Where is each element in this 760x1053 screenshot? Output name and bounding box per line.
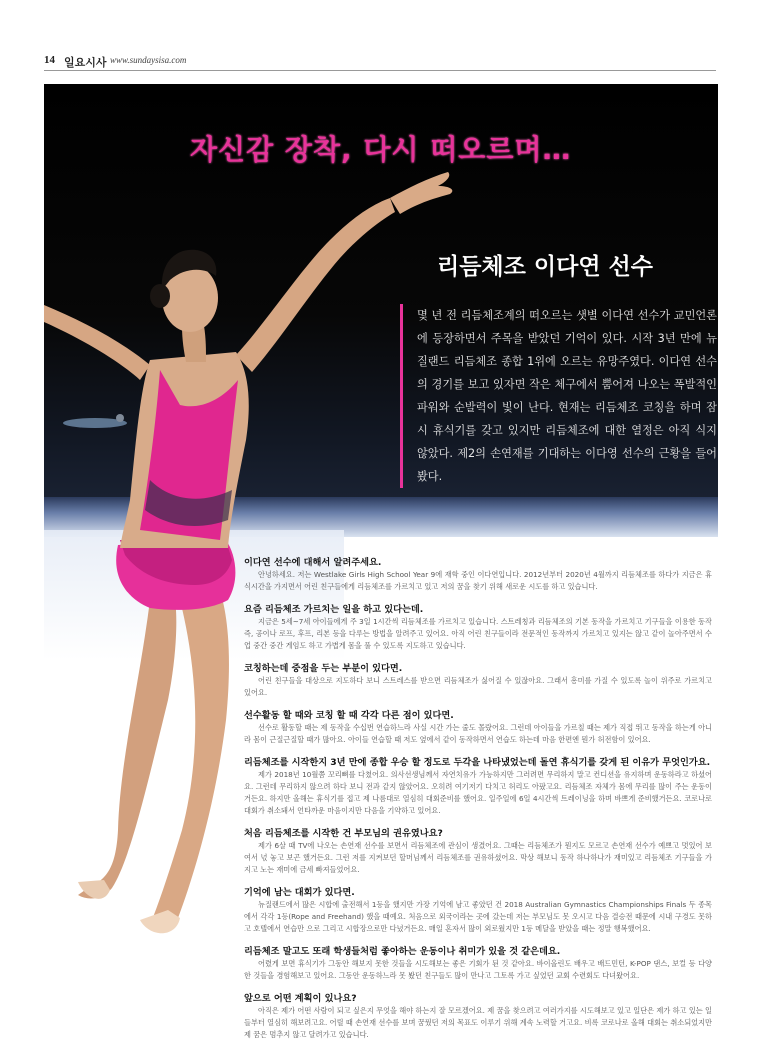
question: 요즘 리듬체조 가르치는 일을 하고 있다는데. xyxy=(244,604,424,615)
question: 코칭하는데 중점을 두는 부분이 있다면. xyxy=(244,663,403,674)
question: 기억에 남는 대회가 있다면. xyxy=(244,887,355,898)
answer: 제가 2018년 10월쯤 꼬리뼈를 다쳤어요. 의사선생님께서 자연치유가 가능하지만 그러려면 무리하지 말고 컨디션을 유지하며 운동하라고 하셨어요. 그런데 무리하지 않으려 하다 보니 전과 같지 않았어요. 오히려 여기저기 다치고 허리도 아팠고요. 리듬체조 자체가 몸에 무리를 많이 주는 운동이거든요. 하지만 올해는 휴식기를 접고 제 나름대로 열심히 대회준비를 했어요. 일주일에 6일 4시간씩 트레이닝을 하며 바쁘게 준비했거든요. 코로나로 대회가 취소돼서 언타까운 마음이지만 다음을 기약하고 있어요. xyxy=(244,770,712,815)
qa-item xyxy=(244,827,712,876)
qa-item xyxy=(244,756,712,817)
subheadline: 리듬체조 이다연 선수 xyxy=(437,254,653,280)
answer: 어린 친구들을 대상으로 지도하다 보니 스트레스를 받으면 리듬체조가 싫어질 수 있잖아요. 그래서 흥미를 가질 수 있도록 놀이 위주로 가르치고 있어요. xyxy=(244,676,712,697)
publication-name: 일요시사 xyxy=(64,56,107,69)
qa-item xyxy=(244,662,712,699)
page-number: 14 xyxy=(44,54,55,66)
qa-item xyxy=(244,992,712,1041)
answer: 지금은 5세~7세 아이들에게 주 3일 1시간씩 리듬체조를 가르치고 있습니다. 스트레칭과 리듬체조의 기본 동작을 가르치고 기구들을 이용한 동작 즉, 공이나 로프, 후프, 리본 등을 다루는 방법을 알려주고 있어요. 아직 어린 친구들이라 전문적인 동작까지 가르치고 있지는 않고 같이 놀아주면서 수업 중간 중간 게임도 하고 가볍게 몸을 풀 수 있도록 지도하고 있습니다. xyxy=(244,617,712,650)
qa-item xyxy=(244,945,712,982)
qa-item xyxy=(244,556,712,593)
headline: 자신감 장착, 다시 떠오르며… xyxy=(190,133,572,166)
question: 앞으로 어떤 계획이 있나요? xyxy=(244,993,357,1004)
answer: 뉴질랜드에서 많은 시합에 출전해서 1등을 했지만 가장 기억에 남고 좋았던 건 2018 Australian Gymnastics Championships Finals 두 종목에서 각각 1등(Rope and Freehand) 했을 때예요. 처음으로 외국이라는 곳에 갔는데 저는 부모님도 못 오시고 다음 결승전 때문에 시내 구경도 못하고 호텔에서 연습만 으로 그리고 시합장으로만 다녔거든요. 매일 혼자서 많이 외로웠지만 1등 메달을 받았을 때는 정말 행복했어요. xyxy=(244,900,712,933)
publication-url: www.sundaysisa.com xyxy=(110,55,187,65)
question: 선수활동 할 때와 코칭 할 때 각각 다른 점이 있다면. xyxy=(244,710,454,721)
intro-box xyxy=(400,304,717,488)
background-gymnast-icon xyxy=(63,414,127,428)
answer: 어렸게 보면 휴식기가 그동안 해보지 못한 것들을 시도해보는 좋은 기회가 된 것 같아요. 바이올린도 배우고 배드민턴, K-POP 댄스, 보컬 등 다양한 것들을 경험해보고 있어요. 그동안 운동하느라 못 봤던 친구들도 많이 만나고 그토록 가고 싶었던 교회 수련회도 다녀왔어요. xyxy=(244,959,712,980)
answer: 아직은 제가 어떤 사람이 되고 싶은지 무엇을 해야 하는지 잘 모르겠어요. 제 꿈을 찾으려고 여러가지를 시도해보고 있고 일단은 제가 하고 있는 일들부터 열심히 해보려고요. 어릴 때 손연재 선수를 보며 꿈꿨던 저의 목표도 이루기 위해 계속 노력할 거고요. 비록 코로나로 올해 대회는 취소되었지만 제 꿈은 멈추지 않고 달려가고 있습니다. xyxy=(244,1006,712,1039)
question: 이다연 선수에 대해서 알려주세요. xyxy=(244,557,382,568)
intro-paragraph: 몇 년 전 리듬체조계의 떠오르는 샛별 이다연 선수가 교민언론에 등장하면서 주목을 받았던 기억이 있다. 시작 3년 만에 뉴질랜드 리듬체조 종합 1위에 오르는 유망주였다. 이다연 선수의 경기를 보고 있자면 작은 체구에서 뿜어져 나오는 폭발적인 파워와 순발력이 빛이 난다. 현재는 리듬체조 코칭을 하며 잠시 휴식기를 갖고 있지만 리듬체조에 대한 열정은 아직 식지 않았다. 제2의 손연재를 기대하는 이다영 선수의 근황을 들어봤다. xyxy=(417,309,717,483)
question: 처음 리듬체조를 시작한 건 부모님의 권유였나요? xyxy=(244,828,443,839)
question: 리듬체조 말고도 또래 학생들처럼 좋아하는 운동이나 취미가 있을 것 같은데요. xyxy=(244,946,561,957)
answer: 안녕하세요. 저는 Westlake Girls High School Year 9에 재학 중인 이다연입니다. 2012년부터 2020년 4월까지 리듬체조를 하다가 지금은 휴식시간을 가지면서 어린 친구들에게 리듬체조를 가르치고 있고 저의 꿈을 찾기 위해 새로운 시도를 하고 있습니다. xyxy=(244,570,712,591)
qa-item xyxy=(244,886,712,935)
interview-body xyxy=(244,556,712,1051)
qa-item xyxy=(244,709,712,746)
answer: 선수로 활동할 때는 제 동작을 수십번 연습하느라 사실 시간 가는 줄도 몰랐어요. 그런데 아이들을 가르칠 때는 제가 직접 뛰고 동작을 하는게 아니라 몸이 근질근질할 때가 많아요. 아이들 연습할 때 저도 옆에서 같이 동작하면서 연습도 하는데 마음 한편엔 뭔가 허전함이 있어요. xyxy=(244,723,712,744)
qa-item xyxy=(244,603,712,652)
question: 리듬체조를 시작한지 3년 만에 종합 우승 할 정도로 두각을 나타냈었는데 돌연 휴식기를 갖게 된 이유가 무엇인가요. xyxy=(244,757,711,768)
answer: 제가 6살 때 TV에 나오는 손연재 선수를 보면서 리듬체조에 관심이 생겼어요. 그때는 리듬체조가 뭔지도 모르고 손연재 선수가 예쁘고 멋있어 보여서 넋 놓고 보곤 했거든요. 그런 저를 지켜보던 할머님께서 리듬체조를 권유하셨어요. 막상 해보니 동작 하나하나가 재미있고 리듬체조 기구들을 가지고 노는 재미에 금세 빠져들었어요. xyxy=(244,841,712,874)
